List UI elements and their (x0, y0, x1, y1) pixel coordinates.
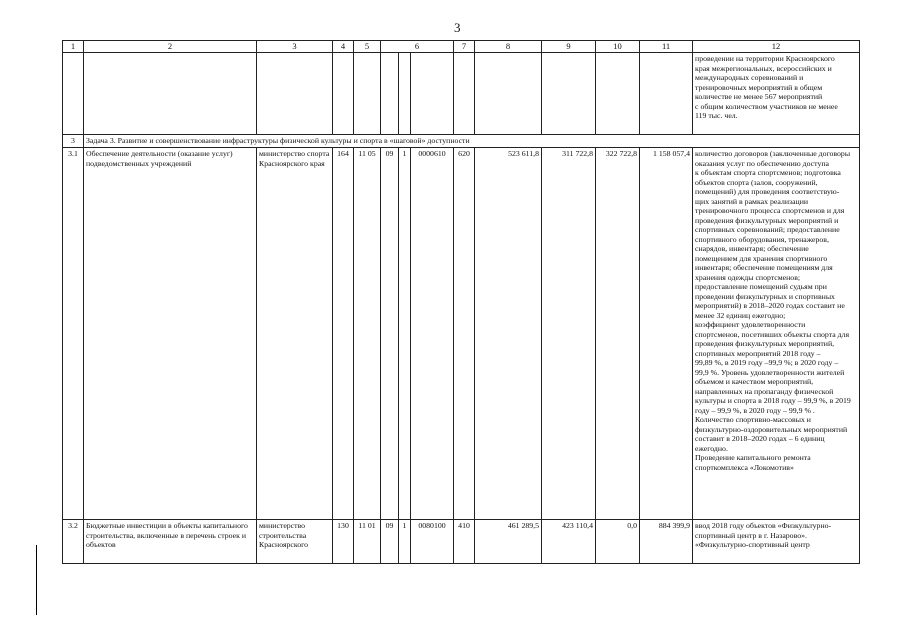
activity-name: Обеспечение деятельности (оказание услуг) подведомственных учреждений (84, 148, 257, 520)
col-header-7: 7 (454, 41, 475, 53)
margin-line (36, 545, 37, 615)
col-header-11: 11 (640, 41, 693, 53)
table-row (63, 520, 860, 564)
program-activities-table (62, 40, 860, 564)
task-title: Задача 3. Развитие и совершенствование инфраструктуры физической культуры и спорта в «шаговой» доступности (84, 135, 860, 148)
subprogram-code: 1 (399, 520, 411, 564)
amount-2019: 311 722,8 (542, 148, 596, 520)
program-code: 09 (381, 148, 399, 520)
task-row (63, 135, 860, 148)
row-number: 3.1 (63, 148, 84, 520)
col-header-4: 4 (333, 41, 354, 53)
activity-code: 0080100 (411, 520, 454, 564)
row-number: 3.2 (63, 520, 84, 564)
responsible-org: министерство спорта Красноярского края (257, 148, 333, 520)
subprogram-code: 1 (399, 148, 411, 520)
grbs-code: 164 (333, 148, 354, 520)
col-header-5: 5 (354, 41, 381, 53)
table-row (63, 148, 860, 520)
page-number: 3 (454, 20, 461, 35)
task-number: 3 (63, 135, 84, 148)
grbs-code: 130 (333, 520, 354, 564)
amount-2018: 461 289,5 (475, 520, 542, 564)
amount-2019: 423 110,4 (542, 520, 596, 564)
program-code: 09 (381, 520, 399, 564)
col-header-8: 8 (475, 41, 542, 53)
col-header-9: 9 (542, 41, 596, 53)
result-text: проведении на территории Красноярского края межрегиональных, всероссийских и международных соревнований и тренировочных мероприятий в общем количестве не менее 567 мероприятий с общим количеством участников не менее 119 тыс. чел. (693, 53, 860, 135)
result-text: ввод 2018 году объектов «Физкультурно- спортивный центр в г. Назарово». «Физкультурно-спортивный центр (693, 520, 860, 564)
column-numbers-row (63, 41, 860, 53)
expense-type-code: 620 (454, 148, 475, 520)
amount-2018: 523 611,8 (475, 148, 542, 520)
col-header-12: 12 (693, 41, 860, 53)
expense-type-code: 410 (454, 520, 475, 564)
amount-total: 884 399,9 (640, 520, 693, 564)
col-header-10: 10 (596, 41, 640, 53)
col-header-6: 6 (381, 41, 454, 53)
section-code: 11 01 (354, 520, 381, 564)
amount-total: 1 158 057,4 (640, 148, 693, 520)
table-row (63, 53, 860, 135)
activity-name: Бюджетные инвестиции в объекты капитального строительства, включенные в перечень строек и объектов (84, 520, 257, 564)
amount-2020: 322 722,8 (596, 148, 640, 520)
section-code: 11 05 (354, 148, 381, 520)
activity-code: 0000610 (411, 148, 454, 520)
amount-2020: 0,0 (596, 520, 640, 564)
responsible-org: министерство строительства Красноярского (257, 520, 333, 564)
col-header-1: 1 (63, 41, 84, 53)
col-header-3: 3 (257, 41, 333, 53)
col-header-2: 2 (84, 41, 257, 53)
result-text: количество договоров (заключенные договоры оказания услуг по обеспечению доступа к объектам спорта спортсменов; подготовка объектов спорта (залов, сооружений, помещений) для проведения соответствую- щих занятий в рамках реализации тренировочного процесса спортсменов и для проведения физкультурных мероприятий и спортивных соревнований; предоставление спортивного оборудования, тренажеров, снарядов, инвентаря; обеспечение помещением для хранения спортивного инвентаря; обеспечение помещениям для хранения одежды спортсменов; предоставление помещений судьям при проведении физкультурных и спортивных мероприятий) в 2018–2020 годах составит не менее 32 единиц ежегодно; коэффициент удовлетворенности спортсменов, посетивших объекты спорта для проведения физкультурных мероприятий, спортивных мероприятий 2018 году – 99,89 %, в 2019 году –99,9 %; в 2020 году – 99,9 %. Уровень удовлетворенности жителей объемом и качеством мероприятий, направленных на пропаганду физической культуры и спорта в 2018 году – 99,9 %, в 2019 году – 99,9 %, в 2020 году – 99,9 % . Количество спортивно-массовых и физкультурно-оздоровительных мероприятий составит в 2018–2020 годах – 6 единиц ежегодно. Проведение капитального ремонта спорткомплекса «Локомотив» (693, 148, 860, 520)
